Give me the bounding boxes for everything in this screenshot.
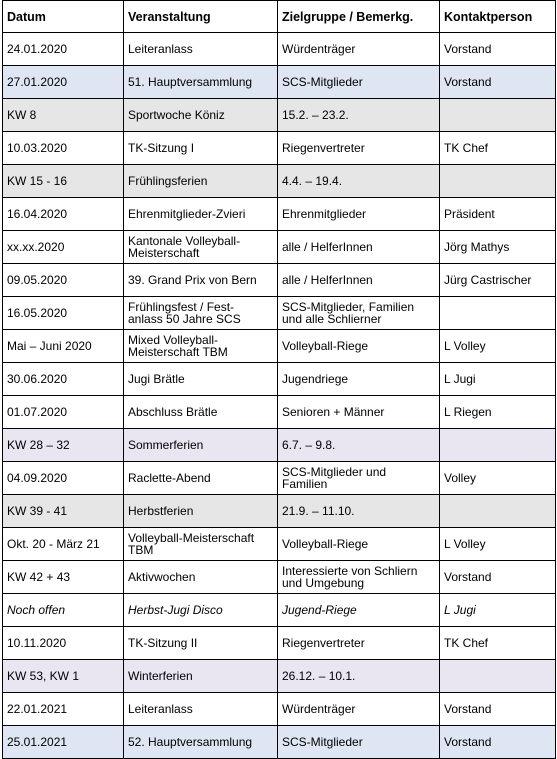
cell-zielgruppe: Volleyball-Riege <box>278 528 440 561</box>
cell-veranstaltung: 39. Grand Prix von Bern <box>124 264 278 297</box>
table-row <box>3 330 556 363</box>
table-row <box>3 660 556 693</box>
table-row <box>3 561 556 594</box>
cell-kontaktperson: Vorstand <box>440 561 556 594</box>
table-row <box>3 297 556 330</box>
cell-kontaktperson: L Volley <box>440 330 556 363</box>
cell-datum: 22.01.2021 <box>3 693 124 726</box>
cell-kontaktperson: Vorstand <box>440 693 556 726</box>
cell-zielgruppe: 6.7. – 9.8. <box>278 429 440 462</box>
cell-veranstaltung: Ehrenmitglieder-Zvieri <box>124 198 278 231</box>
cell-zielgruppe: Senioren + Männer <box>278 396 440 429</box>
cell-zielgruppe: Riegenvertreter <box>278 132 440 165</box>
table-row <box>3 33 556 66</box>
cell-kontaktperson: TK Chef <box>440 627 556 660</box>
table-row <box>3 132 556 165</box>
cell-zielgruppe: Ehrenmitglieder <box>278 198 440 231</box>
cell-datum: KW 15 - 16 <box>3 165 124 198</box>
cell-zielgruppe: SCS-Mitglieder <box>278 66 440 99</box>
cell-kontaktperson <box>440 99 556 132</box>
cell-datum: KW 42 + 43 <box>3 561 124 594</box>
cell-kontaktperson: L Jugi <box>440 363 556 396</box>
cell-veranstaltung: Winterferien <box>124 660 278 693</box>
table-row <box>3 429 556 462</box>
cell-kontaktperson: Vorstand <box>440 726 556 759</box>
table-row <box>3 165 556 198</box>
cell-datum: Okt. 20 - März 21 <box>3 528 124 561</box>
cell-veranstaltung: Leiteranlass <box>124 693 278 726</box>
cell-kontaktperson: TK Chef <box>440 132 556 165</box>
cell-kontaktperson <box>440 495 556 528</box>
header-zielgruppe: Zielgruppe / Bemerkg. <box>278 1 440 33</box>
table-row <box>3 462 556 495</box>
cell-datum: KW 8 <box>3 99 124 132</box>
cell-veranstaltung: Frühlingsferien <box>124 165 278 198</box>
cell-zielgruppe: 4.4. – 19.4. <box>278 165 440 198</box>
cell-datum: 27.01.2020 <box>3 66 124 99</box>
cell-veranstaltung: Leiteranlass <box>124 33 278 66</box>
cell-datum: 16.05.2020 <box>3 297 124 330</box>
cell-datum: 09.05.2020 <box>3 264 124 297</box>
cell-veranstaltung: TK-Sitzung I <box>124 132 278 165</box>
table-body <box>3 33 556 759</box>
cell-veranstaltung: Kantonale Volleyball- Meisterschaft <box>124 231 278 264</box>
table-row <box>3 231 556 264</box>
cell-datum: Mai – Juni 2020 <box>3 330 124 363</box>
table-row <box>3 99 556 132</box>
cell-zielgruppe: SCS-Mitglieder und Familien <box>278 462 440 495</box>
header-kontaktperson: Kontaktperson <box>440 1 556 33</box>
cell-zielgruppe: 26.12. – 10.1. <box>278 660 440 693</box>
cell-datum: 01.07.2020 <box>3 396 124 429</box>
table-row <box>3 66 556 99</box>
cell-veranstaltung: Mixed Volleyball- Meisterschaft TBM <box>124 330 278 363</box>
table-row <box>3 363 556 396</box>
cell-kontaktperson: Präsident <box>440 198 556 231</box>
cell-zielgruppe: Volleyball-Riege <box>278 330 440 363</box>
cell-datum: 24.01.2020 <box>3 33 124 66</box>
cell-kontaktperson: L Volley <box>440 528 556 561</box>
cell-zielgruppe: alle / HelferInnen <box>278 231 440 264</box>
cell-veranstaltung: Jugi Brätle <box>124 363 278 396</box>
cell-zielgruppe: Würdenträger <box>278 693 440 726</box>
table-row <box>3 693 556 726</box>
cell-veranstaltung: Aktivwochen <box>124 561 278 594</box>
header-row <box>3 1 556 33</box>
cell-kontaktperson: Jürg Castrischer <box>440 264 556 297</box>
cell-kontaktperson: Vorstand <box>440 33 556 66</box>
cell-kontaktperson: L Riegen <box>440 396 556 429</box>
cell-datum: xx.xx.2020 <box>3 231 124 264</box>
cell-veranstaltung: Volleyball-Meisterschaft TBM <box>124 528 278 561</box>
cell-datum: 25.01.2021 <box>3 726 124 759</box>
cell-kontaktperson: L Jugi <box>440 594 556 627</box>
cell-veranstaltung: TK-Sitzung II <box>124 627 278 660</box>
cell-zielgruppe: Riegenvertreter <box>278 627 440 660</box>
cell-datum: 16.04.2020 <box>3 198 124 231</box>
cell-kontaktperson: Jörg Mathys <box>440 231 556 264</box>
cell-kontaktperson <box>440 297 556 330</box>
cell-zielgruppe: Würdenträger <box>278 33 440 66</box>
cell-datum: Noch offen <box>3 594 124 627</box>
cell-veranstaltung: 52. Hauptversammlung <box>124 726 278 759</box>
cell-veranstaltung: 51. Hauptversammlung <box>124 66 278 99</box>
header-veranstaltung: Veranstaltung <box>124 1 278 33</box>
cell-zielgruppe: SCS-Mitglieder, Familien und alle Schlierner <box>278 297 440 330</box>
table-row <box>3 627 556 660</box>
cell-datum: 30.06.2020 <box>3 363 124 396</box>
cell-zielgruppe: alle / HelferInnen <box>278 264 440 297</box>
cell-kontaktperson: Volley <box>440 462 556 495</box>
cell-datum: 10.03.2020 <box>3 132 124 165</box>
cell-zielgruppe: 21.9. – 11.10. <box>278 495 440 528</box>
cell-kontaktperson: Vorstand <box>440 66 556 99</box>
cell-veranstaltung: Sportwoche Köniz <box>124 99 278 132</box>
table-row <box>3 495 556 528</box>
header-datum: Datum <box>3 1 124 33</box>
cell-veranstaltung: Sommerferien <box>124 429 278 462</box>
cell-datum: 10.11.2020 <box>3 627 124 660</box>
cell-zielgruppe: Interessierte von Schliern und Umgebung <box>278 561 440 594</box>
cell-zielgruppe: Jugend-Riege <box>278 594 440 627</box>
cell-zielgruppe: SCS-Mitglieder <box>278 726 440 759</box>
table-row <box>3 528 556 561</box>
cell-datum: KW 28 – 32 <box>3 429 124 462</box>
cell-kontaktperson <box>440 165 556 198</box>
event-table <box>2 0 556 759</box>
cell-datum: KW 53, KW 1 <box>3 660 124 693</box>
table-row <box>3 264 556 297</box>
cell-zielgruppe: 15.2. – 23.2. <box>278 99 440 132</box>
cell-veranstaltung: Herbstferien <box>124 495 278 528</box>
cell-veranstaltung: Abschluss Brätle <box>124 396 278 429</box>
table-row <box>3 726 556 759</box>
cell-veranstaltung: Frühlingsfest / Fest- anlass 50 Jahre SCS <box>124 297 278 330</box>
table-row <box>3 594 556 627</box>
cell-datum: 04.09.2020 <box>3 462 124 495</box>
cell-kontaktperson <box>440 660 556 693</box>
cell-veranstaltung: Raclette-Abend <box>124 462 278 495</box>
table-row <box>3 198 556 231</box>
cell-veranstaltung: Herbst-Jugi Disco <box>124 594 278 627</box>
cell-kontaktperson <box>440 429 556 462</box>
table-row <box>3 396 556 429</box>
cell-datum: KW 39 - 41 <box>3 495 124 528</box>
cell-zielgruppe: Jugendriege <box>278 363 440 396</box>
